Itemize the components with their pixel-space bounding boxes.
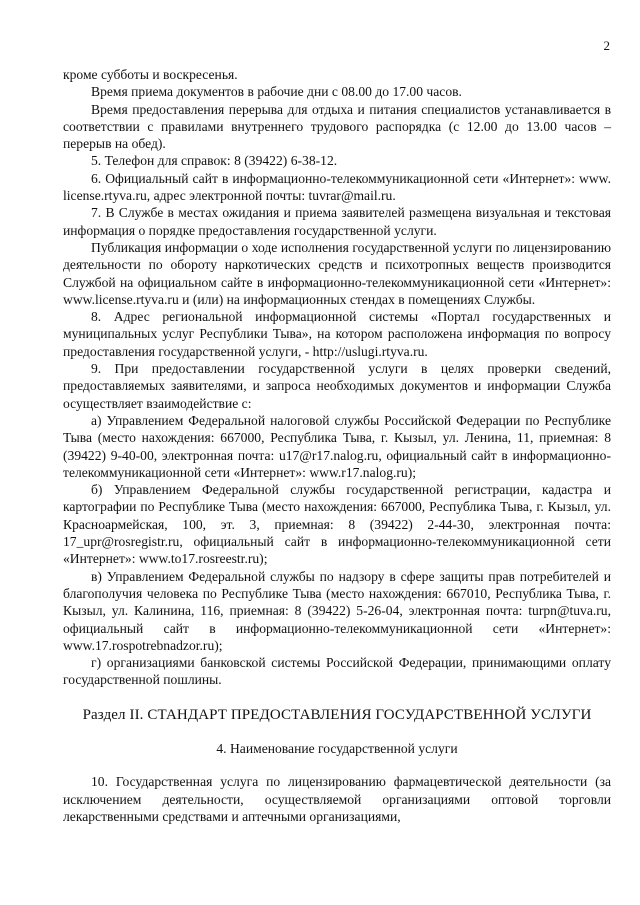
- paragraph-weekend: кроме субботы и воскресенья.: [63, 67, 238, 82]
- paragraph-reception-hours: Время приема документов в рабочие дни с 08.00 до 17.00 часов.: [91, 84, 462, 100]
- subsection-title: 4. Наименование государственной услуги: [216, 740, 458, 756]
- paragraph-portal: 8. Адрес региональной информационной системы «Портал государственных и муниципальных услуг Республики Тыва», на котором расположена информация по вопросу предоставления государственной услуги, - http://uslugi.rtyva.ru.: [63, 309, 611, 359]
- paragraph-break-time: Время предоставления перерыва для отдыха и питания специалистов устанавливается в соответствии с правилами внутреннего трудового распорядка (с 12.00 до 13.00 часов – перерыв на обед).: [63, 101, 611, 152]
- paragraph-interaction: 9. При предоставлении государственной услуги в целях проверки сведений, предоставляемых заявителями, и запроса необходимых документов и информации Служба осуществляет взаимодействие с:: [63, 361, 611, 411]
- paragraph-publication: Публикация информации о ходе исполнения государственной услуги по лицензированию деятельности по обороту наркотических средств и психотропных веществ производится Службой на официальном сайте в информационно-телекоммуникационной сети «Интернет»: www.license.rtyva.ru и (или) на информационных стендах в помещениях Службы.: [63, 239, 611, 307]
- paragraph-info-placement: 7. В Службе в местах ожидания и приема заявителей размещена визуальная и текстовая информация о порядке предоставления государственной услуги.: [63, 205, 611, 238]
- paragraph-phone: 5. Телефон для справок: 8 (39422) 6-38-12.: [91, 153, 338, 169]
- paragraph-consumer-service: в) Управлением Федеральной службы по надзору в сфере защиты прав потребителей и благополучия человека по Республике Тыва (место нахождения: 667010, Республика Тыва, г. Кызыл, ул. Калинина, 116, приемная: 8 (39422) 5-26-04, электронная почта: turpn@tuva.ru, официальный сайт в информационно-телекоммуникационной сети «Интернет»: www.17.rospotrebnadzor.ru);: [63, 568, 611, 653]
- section-title: Раздел II. СТАНДАРТ ПРЕДОСТАВЛЕНИЯ ГОСУДАРСТВЕННОЙ УСЛУГИ: [82, 706, 592, 723]
- page-number: 2: [603, 38, 610, 53]
- document-body: [63, 66, 611, 825]
- paragraph-tax-service: а) Управлением Федеральной налоговой службы Российской Федерации по Республике Тыва (место нахождения: 667000, Республика Тыва, г. Кызыл, ул. Ленина, 11, приемная: 8 (39422) 9-40-00, электронная почта: u17@r17.nalog.ru, официальный сайт в информационно-телекоммуникационной сети «Интернет»: www.r17.nalog.ru);: [63, 412, 611, 480]
- paragraph-service-name: 10. Государственная услуга по лицензированию фармацевтической деятельности (за исключением деятельности, осуществляемой организациями оптовой торговли лекарственными средствами и аптечными организациями,: [63, 774, 611, 824]
- paragraph-website: 6. Официальный сайт в информационно-телекоммуникационной сети «Интернет»: www. license.rtyva.ru, адрес электронной почты: tuvrar@mail.ru.: [63, 170, 611, 204]
- paragraph-registry-service: б) Управлением Федеральной службы государственной регистрации, кадастра и картографии по Республике Тыва (место нахождения: 667000, Республика Тыва, г. Кызыл, ул. Красноармейская, 100, эт. 3, приемная: 8 (39422) 2-44-30, электронная почта: 17_upr@rosregistr.ru, официальный сайт в информационно-телекоммуникационной сети «Интернет»: www.to17.rosreestr.ru);: [63, 482, 611, 567]
- paragraph-banks: г) организациями банковской системы Российской Федерации, принимающими оплату государственной пошлины.: [63, 655, 611, 688]
